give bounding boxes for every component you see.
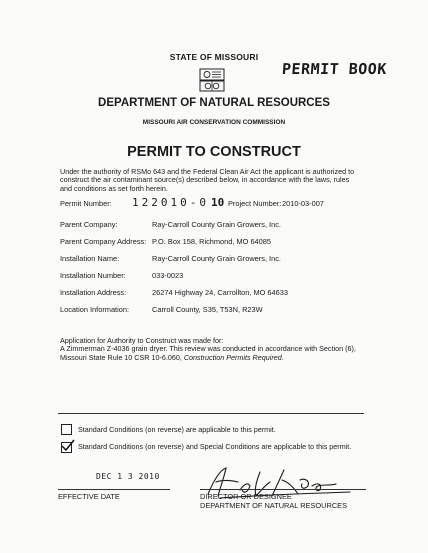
permit-number-row bbox=[60, 196, 324, 209]
field-row bbox=[60, 288, 288, 297]
project-number-label: Project Number: bbox=[228, 199, 282, 208]
effective-date-line bbox=[58, 489, 170, 490]
field-label: Parent Company: bbox=[60, 220, 118, 229]
effective-date-label: EFFECTIVE DATE bbox=[58, 492, 120, 501]
authority-statement: Under the authority of RSMo 643 and the Federal Clean Air Act the applicant is authorized to construct the air contaminant source(s) described below, in accordance with the laws, rules and conditions as set forth herein. bbox=[60, 167, 355, 193]
field-row bbox=[60, 305, 263, 314]
application-heading: Application for Authority to Construct was made for: bbox=[60, 336, 224, 345]
field-label: Installation Name: bbox=[60, 254, 120, 263]
application-body: A Zimmerman Z-4036 grain dryer. This review was conducted in accordance with Section (6), Missouri State Rule 10 CSR 10-6.060, Construction Permits Required. bbox=[60, 344, 356, 362]
application-description bbox=[60, 337, 370, 362]
field-row bbox=[60, 254, 281, 263]
field-value: P.O. Box 158, Richmond, MO 64085 bbox=[152, 237, 271, 246]
checkmark-icon bbox=[61, 439, 75, 451]
document-title: PERMIT TO CONSTRUCT bbox=[127, 144, 301, 160]
director-department: DEPARTMENT OF NATURAL RESOURCES bbox=[200, 501, 348, 510]
field-row bbox=[60, 271, 184, 280]
field-value: 033-0023 bbox=[152, 271, 184, 280]
field-value: Ray-Carroll County Grain Growers, Inc. bbox=[152, 254, 281, 263]
standard-conditions-text: Standard Conditions (on reverse) are applicable to this permit. bbox=[78, 425, 276, 434]
state-heading: STATE OF MISSOURI bbox=[169, 52, 259, 62]
permit-number-suffix: 10 bbox=[211, 196, 225, 209]
special-conditions-checkbox[interactable] bbox=[61, 442, 72, 453]
signature-line bbox=[200, 489, 366, 490]
field-value: Carroll County, S35, T53N, R23W bbox=[152, 305, 263, 314]
field-label: Parent Company Address: bbox=[60, 237, 147, 246]
commission-heading: MISSOURI AIR CONSERVATION COMMISSION bbox=[142, 119, 286, 126]
field-value: 26274 Highway 24, Carrollton, MO 64633 bbox=[152, 288, 288, 297]
director-title: DIRECTOR OR DESIGNEE bbox=[200, 492, 292, 501]
field-row bbox=[60, 220, 281, 229]
field-row bbox=[60, 237, 271, 246]
standard-conditions-checkbox[interactable] bbox=[61, 424, 72, 435]
department-heading: DEPARTMENT OF NATURAL RESOURCES bbox=[98, 97, 330, 109]
section-divider bbox=[58, 413, 364, 414]
permit-number-value: 122010-0 bbox=[132, 196, 209, 209]
permit-book-stamp: PERMIT BOOK bbox=[281, 60, 388, 78]
field-value: Ray-Carroll County Grain Growers, Inc. bbox=[152, 220, 281, 229]
state-seal-icon bbox=[199, 68, 225, 92]
field-label: Installation Address: bbox=[60, 288, 127, 297]
field-label: Location Information: bbox=[60, 305, 130, 314]
field-label: Installation Number: bbox=[60, 271, 126, 280]
application-rule-title: Construction Permits Required. bbox=[183, 352, 284, 362]
project-number-value: 2010-03-007 bbox=[282, 199, 324, 208]
special-conditions-text: Standard Conditions (on reverse) and Special Conditions are applicable to this permit. bbox=[78, 442, 352, 451]
permit-number-label: Permit Number: bbox=[60, 199, 112, 208]
effective-date-stamp: DEC 1 3 2010 bbox=[96, 472, 160, 481]
